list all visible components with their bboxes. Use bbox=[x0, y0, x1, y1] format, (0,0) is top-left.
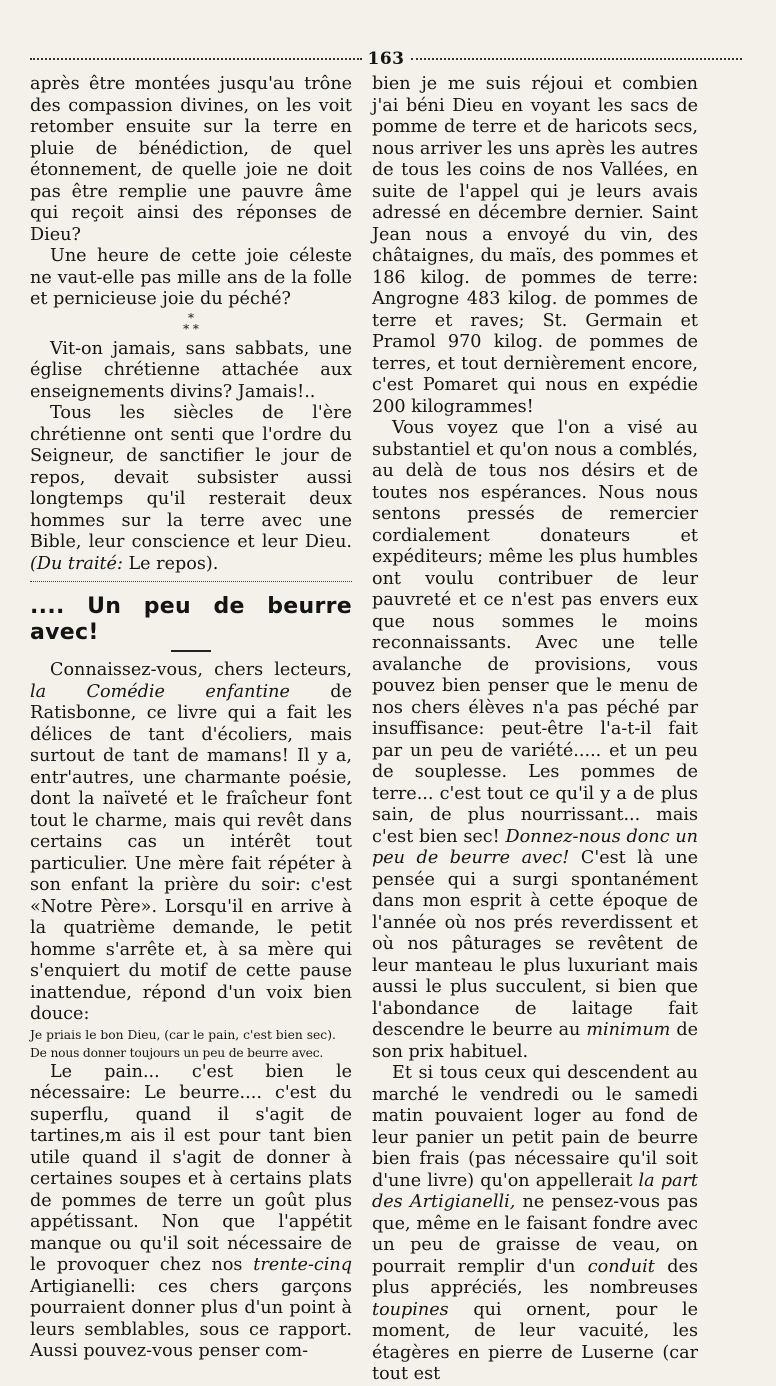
header-rule-right bbox=[411, 58, 743, 60]
paragraph: bien je me suis réjoui et combien j'ai béni Dieu en voyant les sacs de pomme de terre et de haricots secs, nous arriver les uns après les autres de tous les coins de nos Vallées, en suite de l'appel qui je leurs avais adressé en décembre dernier. Saint Jean nous a envoyé du vin, des châtaignes, du maïs, des pommes et 186 kilog. de pommes de terre: Angrogne 483 kilog. de pommes de terre et raves; St. Germain et Pramol 970 kilog. de pommes de terres, et tout dernièrement encore, c'est Pomaret qui nous en expédie 200 kilogrammes! bbox=[372, 74, 698, 417]
paragraph: Vit-on jamais, sans sabbats, une église chrétienne attachée aux enseignements divins? Jamais!.. bbox=[30, 338, 352, 402]
paragraph-text: qui ornent, pour le moment, de leur vacuité, les étagères en pierre de Luserne (car tout est bbox=[372, 1299, 698, 1384]
paragraph bbox=[30, 403, 352, 575]
italic-text: conduit bbox=[587, 1256, 655, 1277]
header-rule-left bbox=[30, 58, 362, 60]
paragraph-text: Tous les siècles de l'ère chrétienne ont senti que l'ordre du Seigneur, de sanctifier le jour de repos, devait subsister aussi longtemps qu'il resterait deux hommes sur la terre avec une Bible, leur conscience et leur Dieu. bbox=[30, 403, 352, 552]
right-column bbox=[372, 74, 698, 1386]
page-number: 163 bbox=[367, 49, 405, 69]
quote-line: Je priais le bon Dieu, (car le pain, c'est bien sec). bbox=[30, 1027, 336, 1042]
quote-line: De nous donner toujours un peu de beurre avec. bbox=[30, 1045, 324, 1060]
paragraph-text: Artigianelli: ces chers garçons pourraient donner plus d'un point à leurs semblables, sous ce rapport. Aussi pouvez-vous penser com- bbox=[30, 1276, 352, 1361]
paragraph-text: Et si tous ceux qui descendent au marché le vendredi ou le samedi matin pouvaient loger au fond de leur panier un petit pain de beurre bien frais (pas nécessaire qu'il soit d'une livre) qu'on appellerait bbox=[372, 1063, 698, 1191]
section-separator bbox=[30, 581, 352, 582]
italic-text: trente-cinq bbox=[253, 1255, 352, 1275]
left-column bbox=[30, 74, 352, 1363]
source-italic: (Du traité: bbox=[30, 553, 123, 574]
page-header bbox=[30, 48, 742, 70]
paragraph bbox=[30, 660, 352, 1026]
paragraph bbox=[372, 1063, 698, 1386]
paragraph-text: de son prix habituel. bbox=[372, 1020, 698, 1062]
italic-text: minimum bbox=[586, 1020, 671, 1040]
paragraph: après être montées jusqu'au trône des compassion divines, on les voit retomber ensuite sur la terre en pluie de bénédiction, de quel étonnement, de quelle joie ne doit pas être remplie une pauvre âme qui reçoit ainsi des réponses de Dieu? bbox=[30, 74, 352, 245]
paragraph-text: C'est là une pensée qui a surgi spontanément dans mon esprit à cette époque de l'année où nos prés reverdissent et où nos pâturages se revêtent de leur manteau le plus luxuriant mais aussi le plus succulent, si bien que l'abondance de laitage fait descendre le beurre au bbox=[372, 848, 698, 1040]
source-rest: Le repos). bbox=[122, 553, 219, 574]
book-title: la Comédie enfantine bbox=[30, 681, 290, 702]
italic-text: la part des Artigianelli, bbox=[372, 1170, 698, 1212]
paragraph: Une heure de cette joie céleste ne vaut-elle pas mille ans de la folle et pernicieuse joie du péché? bbox=[30, 246, 352, 309]
paragraph-text: Le pain... c'est bien le nécessaire: Le beurre.... c'est du superflu, quand il s'agit de tartines,m ais il est pour tant bien utile quand il s'agit de donner à certaines soupes et à certains plats de pommes de terre un goût plus appétissant. Non que l'appétit manque ou qu'il soit nécessaire de le provoquer chez nos bbox=[30, 1061, 352, 1275]
article-title: .... Un peu de beurre avec! bbox=[30, 594, 352, 645]
title-dash bbox=[171, 650, 211, 652]
source-citation bbox=[30, 554, 218, 574]
asterism-top: * bbox=[188, 310, 194, 325]
paragraph bbox=[30, 1062, 352, 1363]
paragraph-text: Connaissez-vous, chers lecteurs, bbox=[50, 660, 352, 680]
asterism bbox=[30, 310, 352, 336]
paragraph-text: Vous voyez que l'on a visé au substantiel et qu'on nous a comblés, au delà de tous nos désirs et de toutes nos espérances. Nous nous sentons pressés de remercier cordialement donateurs et expéditeurs; même les plus humbles ont voulu contribuer de leur pauvreté et ce n'est pas envers eux que nous sommes le moins reconnaissants. Avec une telle avalanche de provisions, vous pouvez bien penser que le menu de nos chers élèves n'a pas péché par insuffisance: peut-être l'a-t-il fait par un peu de variété..... et un peu de souplesse. Les pommes de terre... c'est tout ce qu'il y a de plus sain, de plus nourrissant... mais c'est bien sec! bbox=[372, 418, 698, 847]
paragraph-text: des plus appréciés, les nombreuses bbox=[372, 1256, 699, 1298]
asterism-bottom: * * bbox=[183, 321, 199, 336]
paragraph-text: ne pensez-vous pas que, même en le faisant fondre avec un peu de graisse de veau, on pourrait remplir d'un bbox=[372, 1192, 698, 1277]
paragraph bbox=[372, 418, 698, 1063]
paragraph-text: de Ratisbonne, ce livre qui a fait les délices de tant d'écoliers, mais surtout de tant de mamans! Il y a, entr'autres, une charmante poésie, dont la naïveté et le fraîcheur font tout le charme, mais qui revêt dans certains cas un intérêt tout particulier. Une mère fait répéter à son enfant la prière du soir: c'est «Notre Père». Lorsqu'il en arrive à la quatrième demande, le petit homme s'arrête et, à sa mère qui s'enquiert du motif de cette pause inattendue, répond d'un voix bien douce: bbox=[30, 681, 352, 1024]
italic-text: toupines bbox=[372, 1299, 449, 1320]
italic-text: Donnez-nous donc un peu de beurre avec! bbox=[372, 826, 698, 868]
